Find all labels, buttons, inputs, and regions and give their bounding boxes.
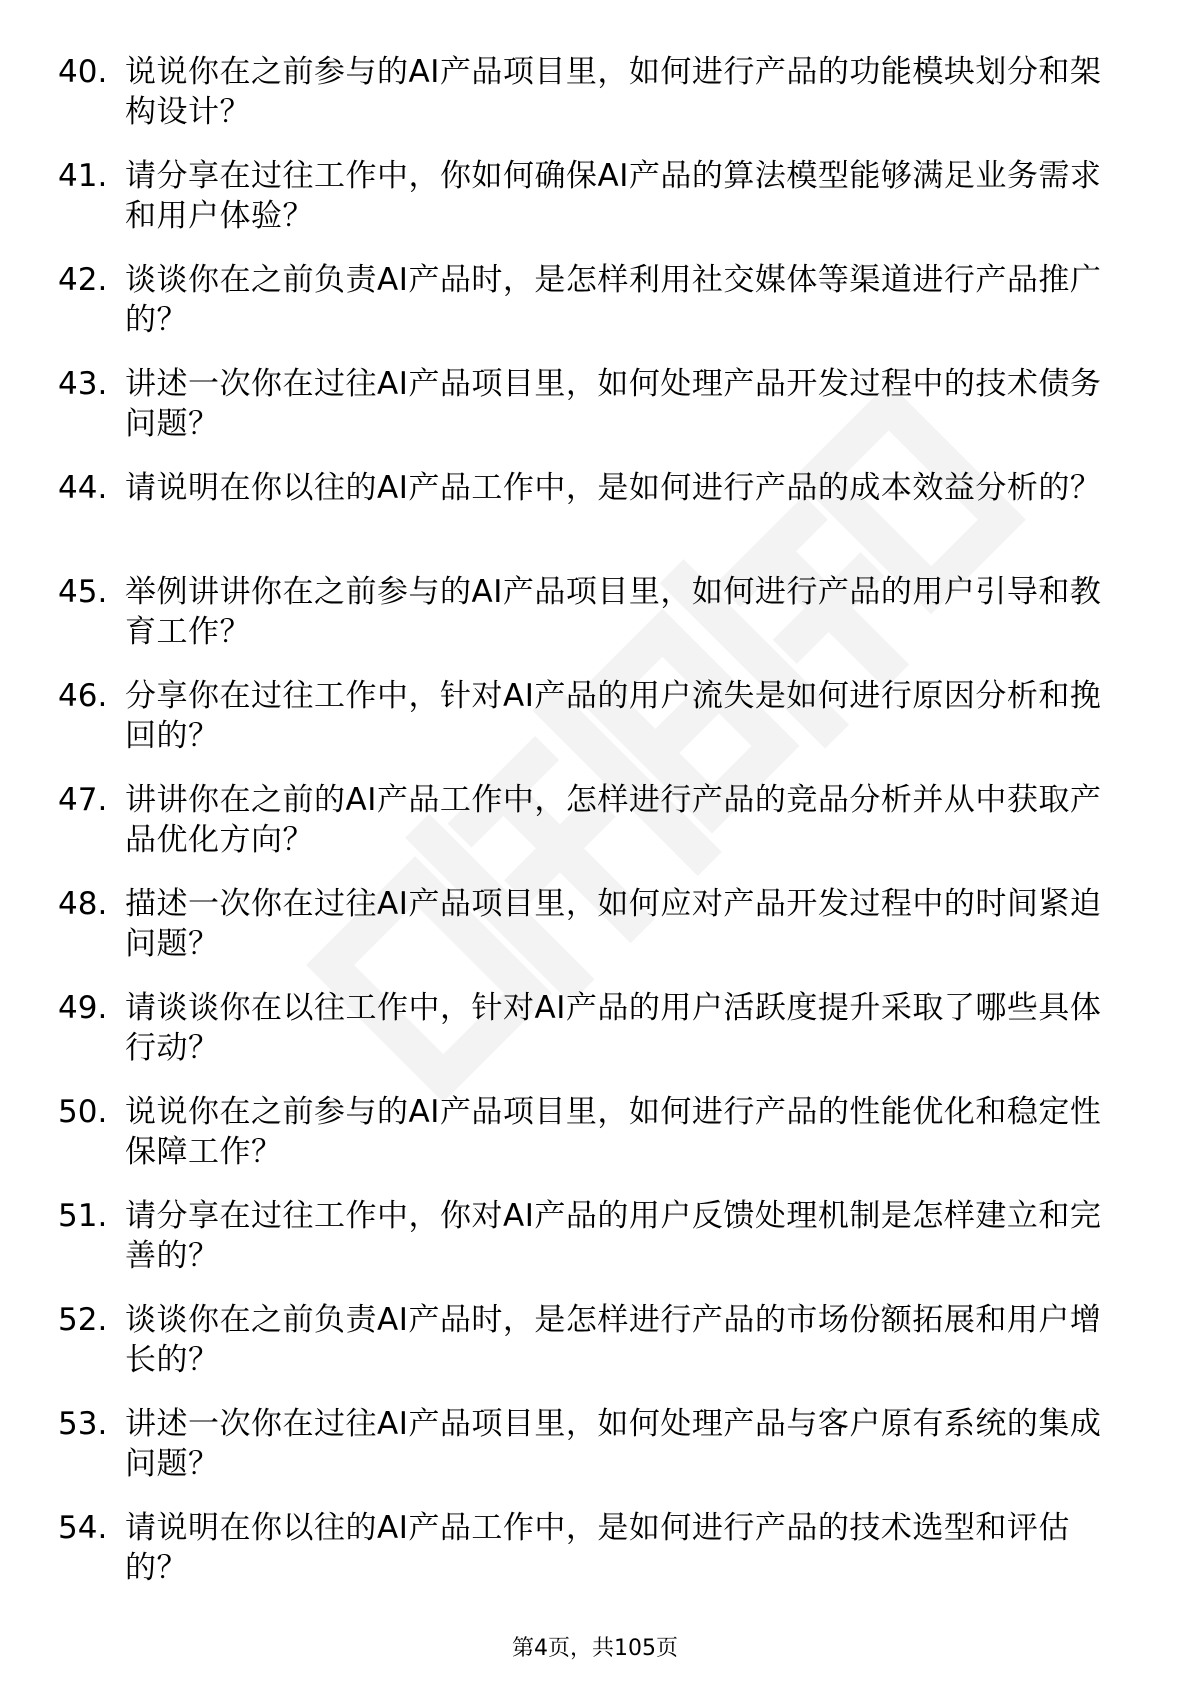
question-item (58, 364, 1118, 468)
question-number: 43. (58, 366, 108, 402)
question-number: 47. (58, 782, 108, 818)
question-item (58, 260, 1118, 364)
question-text: 请说明在你以往的AI产品工作中，是如何进行产品的技术选型和评估的？ (125, 1510, 1070, 1586)
question-item (58, 52, 1118, 156)
question-number: 42. (58, 262, 108, 298)
question-text: 谈谈你在之前负责AI产品时，是怎样利用社交媒体等渠道进行产品推广的？ (125, 262, 1102, 338)
question-number: 48. (58, 886, 108, 922)
question-item (58, 572, 1118, 676)
question-number: 46. (58, 678, 108, 714)
question-text: 举例讲讲你在之前参与的AI产品项目里，如何进行产品的用户引导和教育工作？ (125, 574, 1102, 650)
question-item (58, 1196, 1118, 1300)
question-number: 45. (58, 574, 108, 610)
question-item (58, 1092, 1118, 1196)
question-number: 40. (58, 54, 108, 90)
question-item (58, 156, 1118, 260)
question-number: 53. (58, 1406, 108, 1442)
question-text: 请谈谈你在以往工作中，针对AI产品的用户活跃度提升采取了哪些具体行动？ (125, 990, 1102, 1066)
question-item (58, 988, 1118, 1092)
question-item (58, 468, 1118, 572)
question-text: 谈谈你在之前负责AI产品时，是怎样进行产品的市场份额拓展和用户增长的？ (125, 1302, 1102, 1378)
question-item (58, 1300, 1118, 1404)
question-text: 分享你在过往工作中，针对AI产品的用户流失是如何进行原因分析和挽回的？ (125, 678, 1102, 754)
question-text: 请说明在你以往的AI产品工作中，是如何进行产品的成本效益分析的？ (125, 470, 1102, 506)
question-item (58, 884, 1118, 988)
question-number: 49. (58, 990, 108, 1026)
question-list (58, 52, 1118, 1612)
question-item (58, 676, 1118, 780)
question-text: 讲述一次你在过往AI产品项目里，如何处理产品与客户原有系统的集成问题？ (125, 1406, 1102, 1482)
question-number: 54. (58, 1510, 108, 1546)
question-number: 52. (58, 1302, 108, 1338)
question-item (58, 1404, 1118, 1508)
question-number: 50. (58, 1094, 108, 1130)
question-text: 请分享在过往工作中，你对AI产品的用户反馈处理机制是怎样建立和完善的？ (125, 1198, 1102, 1274)
question-text: 说说你在之前参与的AI产品项目里，如何进行产品的功能模块划分和架构设计？ (125, 54, 1102, 130)
question-text: 讲讲你在之前的AI产品工作中，怎样进行产品的竞品分析并从中获取产品优化方向？ (125, 782, 1102, 858)
question-number: 44. (58, 470, 108, 506)
question-item (58, 780, 1118, 884)
question-number: 41. (58, 158, 108, 194)
question-text: 描述一次你在过往AI产品项目里，如何应对产品开发过程中的时间紧迫问题？ (125, 886, 1102, 962)
question-number: 51. (58, 1198, 108, 1234)
question-item (58, 1508, 1118, 1612)
page-number: 第4页，共105页 (512, 1636, 678, 1661)
question-text: 说说你在之前参与的AI产品项目里，如何进行产品的性能优化和稳定性保障工作？ (125, 1094, 1102, 1170)
question-text: 讲述一次你在过往AI产品项目里，如何处理产品开发过程中的技术债务问题？ (125, 366, 1102, 442)
question-text: 请分享在过往工作中，你如何确保AI产品的算法模型能够满足业务需求和用户体验？ (125, 158, 1102, 234)
